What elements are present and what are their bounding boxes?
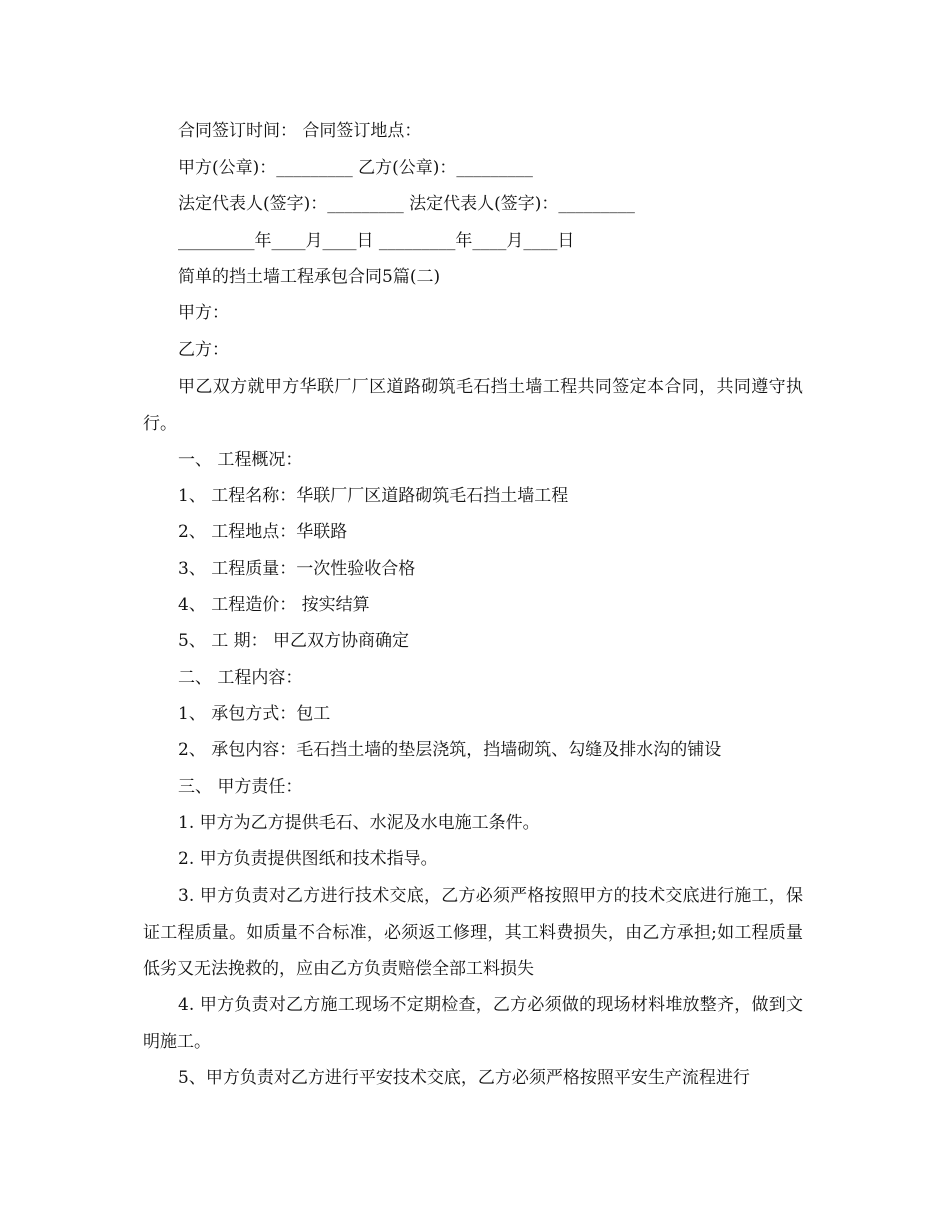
- list-item: 4、 工程造价： 按实结算: [178, 595, 370, 615]
- party-b-label: 乙方：: [178, 340, 229, 360]
- party-a-label: 甲方：: [178, 303, 229, 323]
- section-heading: 二、 工程内容：: [178, 668, 303, 688]
- list-item: 2、 承包内容：毛石挡土墙的垫层浇筑，挡墙砌筑、勾缝及排水沟的铺设: [178, 740, 722, 760]
- party-seals: 甲方(公章)：_________ 乙方(公章)：_________: [178, 158, 533, 178]
- list-item: 1、 工程名称：华联厂厂区道路砌筑毛石挡土墙工程: [178, 486, 569, 506]
- section-heading: 三、 甲方责任：: [178, 777, 303, 797]
- list-item: 5、 工 期： 甲乙双方协商确定: [178, 631, 410, 651]
- list-item: 1. 甲方为乙方提供毛石、水泥及水电施工条件。: [178, 813, 540, 833]
- contract-title: 简单的挡土墙工程承包合同5篇(二): [178, 267, 441, 287]
- legal-representative-signatures: 法定代表人(签字)：_________ 法定代表人(签字)：_________: [178, 194, 635, 214]
- list-item: 1、 承包方式：包工: [178, 704, 331, 724]
- responsibility-paragraph: 5、甲方负责对乙方进行平安技术交底，乙方必须严格按照平安生产流程进行: [178, 1068, 750, 1088]
- signing-time-place: 合同签订时间： 合同签订地点：: [178, 121, 422, 141]
- responsibility-paragraph: 4. 甲方负责对乙方施工现场不定期检查，乙方必须做的现场材料堆放整齐，做到文明施工。: [143, 995, 803, 1052]
- section-heading: 一、 工程概况：: [178, 450, 303, 470]
- intro-paragraph: 甲乙双方就甲方华联厂厂区道路砌筑毛石挡土墙工程共同签定本合同，共同遵守执行。: [143, 377, 803, 434]
- list-item: 2. 甲方负责提供图纸和技术指导。: [178, 849, 438, 869]
- list-item: 3、 工程质量：一次性验收合格: [178, 559, 416, 579]
- responsibility-paragraph: 3. 甲方负责对乙方进行技术交底，乙方必须严格按照甲方的技术交底进行施工，保证工程质量。如质量不合标准，必须返工修理，其工料费损失，由乙方承担;如工程质量低劣又无法挽救的，应由乙方负责赔偿全部工料损失: [143, 886, 803, 979]
- signing-dates: _________年____月____日 _________年____月____日: [178, 231, 575, 251]
- list-item: 2、 工程地点：华联路: [178, 522, 348, 542]
